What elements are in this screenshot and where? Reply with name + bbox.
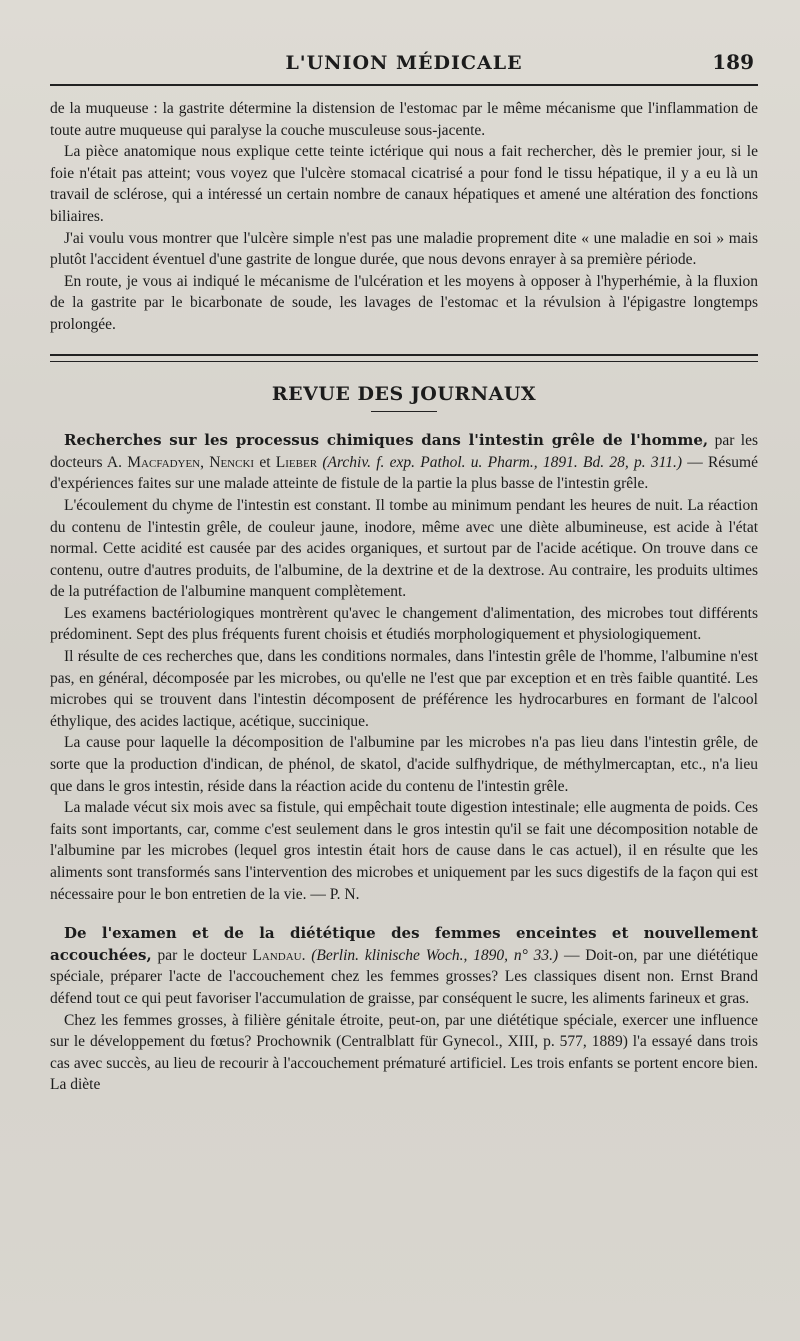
article-2-paragraph-1: — Doit-on, par une diététique spéciale, préparer l'acte de l'accouchement chez les femmes grosses? Les classiques disent non. Ernst Brand défend tout ce qui peut favoriser l'accumulation de graisse, par conséquent le sucre, les aliments farineux et gras.	[50, 946, 759, 1007]
article-1-paragraph-5: La malade vécut six mois avec sa fistule, qui empêchait toute digestion intestinale; elle augmenta de poids. Ces faits sont importants, car, comme c'est seulement dans le gros intestin qu'il se fait une décomposition notable de l'albumine par les microbes (lequel gros intestin était hors de cause dans le cas actuel), il en résulte que les aliments sont transformés sans l'intervention des microbes et uniquement par les sucs digestifs de la façon qui est nécessaire pour le bon entretien de la vie. — P. N.	[50, 799, 758, 903]
header-rule	[50, 84, 758, 86]
article-separator	[50, 905, 758, 923]
intro-paragraph-3: J'ai voulu vous montrer que l'ulcère simple n'est pas une maladie proprement dite « une maladie en soi » mais plutôt l'accident éventuel d'une gastrite de longue durée, que nous devons enrayer à sa première période.	[50, 229, 758, 269]
article-1-author-3: Lieber	[275, 453, 318, 471]
article-1-heading: Recherches sur les processus chimiques dans l'intestin grêle de l'homme,	[64, 431, 709, 450]
article-1-lead	[50, 430, 758, 495]
article-1-paragraph-3: Il résulte de ces recherches que, dans les conditions normales, dans l'intestin grêle de l'homme, l'albumine n'est pas, en général, décomposée par les microbes, ou qu'elle ne l'est que par exception et en très faible quantité. Les microbes qui se trouvent dans l'intestin décomposent de préférence les hydrocarbures en formant de l'alcool éthylique, des acides lactique, acétique, succinique.	[50, 648, 758, 730]
article-2-byline: par le docteur	[157, 946, 247, 964]
article-2-heading: De l'examen et de la diététique des femmes enceintes et nouvellement accouchées,	[50, 924, 758, 964]
page-body	[50, 98, 758, 1096]
article-2-lead	[50, 923, 758, 1009]
article-1-summary: — Résumé d'expériences faites sur une malade atteinte de fistule de la partie la plus basse de l'intestin grêle.	[50, 453, 758, 493]
article-1-and: et	[259, 453, 271, 471]
article-1-paragraph-4: La cause pour laquelle la décomposition de l'albumine par les microbes n'a pas lieu dans l'intestin grêle, de sorte que la production d'indican, de phénol, de skatol, d'acide sulfhydrique, de méthylmercaptan, etc., n'a lieu que dans le gros intestin, réside dans la réaction acide du contenu de l'intestin grêle.	[50, 734, 758, 795]
running-title: L'UNION MÉDICALE	[285, 52, 523, 74]
intro-paragraph-2: La pièce anatomique nous explique cette teinte ictérique qui nous a fait rechercher, dès le premier jour, si le foie n'était pas atteint; vous voyez que l'ulcère stomacal cicatrisé a pour fond le tissu hépatique, il y a eu là un travail de sclérose, qui a intéressé un certain nombre de canaux hépatiques et amené une altération des fonctions biliaires.	[50, 143, 758, 225]
article-2-paragraph-2: Chez les femmes grosses, à filière génitale étroite, peut-on, par une diététique spéciale, exercer une influence sur le développement du fœtus? Prochownik (Centralblatt für Gynecol., XIII, p. 577, 1889) l'a essayé dans trois cas avec succès, au lieu de recourir à l'accouchement prématuré artificiel. Les trois enfants se portent encore bien. La diète	[50, 1011, 758, 1094]
article-1-authors: Macfadyen, Nencki	[127, 453, 255, 471]
article-1-paragraph-1: L'écoulement du chyme de l'intestin est constant. Il tombe au minimum pendant les heures de nuit. La réaction du contenu de l'intestin grêle, de couleur jaune, inodore, même avec une diète albumineuse, est acide à l'état normal. Cette acidité est causée par des acides organiques, et surtout par de l'acide acétique. On trouve dans ce contenu, outre d'autres produits, de l'albumine, de la dextrine et de la dextrose. Au contraire, les produits ultimes de la putréfaction de l'albumine manquent complètement.	[50, 496, 758, 601]
article-1-paragraph-2: Les examens bactériologiques montrèrent qu'avec le changement d'alimentation, des microbes tout différents prédominent. Sept des plus fréquents furent choisis et étudiés morphologiquement et physiologiquement.	[50, 604, 758, 644]
article-2-source: (Berlin. klinische Woch., 1890, n° 33.)	[311, 946, 559, 964]
page-number: 189	[712, 50, 754, 74]
section-title: REVUE DES JOURNAUX	[271, 382, 537, 405]
title-underline	[371, 411, 437, 412]
article-1-source: (Archiv. f. exp. Pathol. u. Pharm., 1891. Bd. 28, p. 311.)	[322, 453, 683, 471]
section-divider	[50, 354, 758, 362]
page-header	[50, 50, 758, 86]
intro-paragraph-4: En route, je vous ai indiqué le mécanisme de l'ulcération et les moyens à opposer à l'hyperhémie, à la fluxion de la gastrite par le bicarbonate de soude, les lavages de l'estomac et la révulsion à l'épigastre longtemps prolongée.	[50, 272, 758, 333]
article-2-author: Landau.	[252, 946, 306, 964]
intro-paragraph-1: de la muqueuse : la gastrite détermine la distension de l'estomac par le même mécanisme que l'inflammation de toute autre muqueuse qui paralyse la couche musculeuse sous-jacente.	[50, 100, 758, 139]
article-1-byline: par les docteurs A.	[50, 432, 759, 471]
